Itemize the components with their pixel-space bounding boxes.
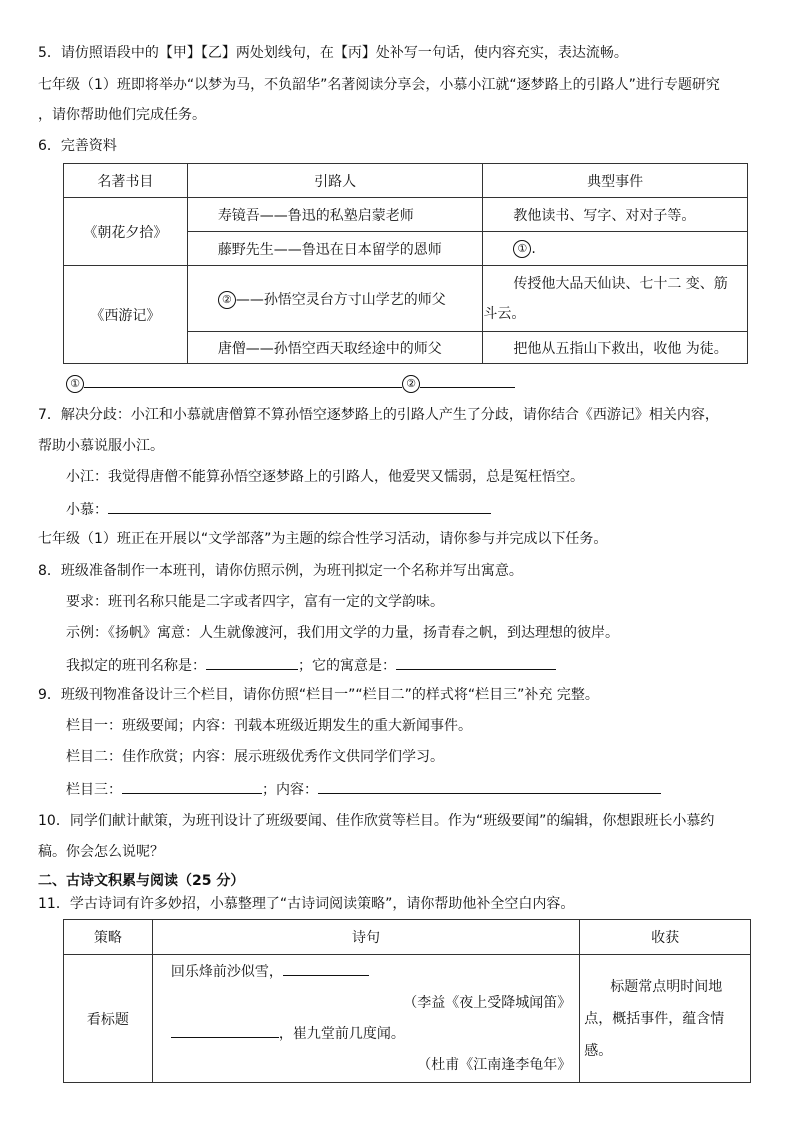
question-5: 5．请仿照语段中的【甲】【乙】两处划线句，在【丙】处补写一句话，使内容充实，表达流畅。: [38, 45, 628, 61]
event-line-a: 传授他大品天仙诀、七十二 变、筋: [513, 275, 728, 292]
answer-blank-1[interactable]: [84, 372, 402, 388]
blank-marker-2: ②: [218, 291, 236, 309]
question-9: 9．班级刊物准备设计三个栏目，请你仿照“栏目一”“栏目二”的样式将“栏目三”补充 完整。: [38, 687, 599, 703]
xiaojiang-line: 小江：我觉得唐僧不能算孙悟空逐梦路上的引路人，他爱哭又懦弱，总是冤枉悟空。: [66, 469, 584, 485]
answer-blank-2[interactable]: [420, 372, 515, 388]
question-10a: 10．同学们献计献策，为班刊设计了班级要闻、佳作欣赏等栏目。作为“班级要闻”的编辑，你想跟班长小慕约: [38, 813, 715, 829]
col-header-poem: 诗句: [152, 920, 579, 955]
poem-cell: [152, 955, 579, 1083]
table-header-row: [64, 920, 751, 955]
guide-cell: 唐僧——孙悟空西天取经途中的师父: [187, 332, 483, 364]
poem-source-1: （李益《夜上受降城闻笛》: [403, 994, 572, 1011]
column-3-label: 栏目三：: [66, 782, 122, 798]
col-header-book: 名著书目: [64, 164, 188, 198]
xiaomu-line: [66, 498, 491, 520]
guide-cell: 藤野先生——鲁迅在日本留学的恩师: [187, 232, 483, 266]
column-3-content-label: ；内容：: [262, 782, 318, 798]
answer-blanks-q6: [66, 372, 515, 394]
gain-line-b: 点，概括事件，蕴含情: [584, 1010, 725, 1027]
event-cell: 教他读书、写字、对对子等。: [483, 198, 748, 232]
column-3-line: [66, 778, 661, 800]
guide-cell: 寿镜吾——鲁迅的私塾启蒙老师: [187, 198, 483, 232]
xiaomu-answer-blank[interactable]: [108, 498, 491, 514]
question-11: 11．学古诗词有许多妙招，小慕整理了“古诗词阅读策略”，请你帮助他补全空白内容。: [38, 896, 575, 912]
table-row: [64, 198, 748, 232]
gain-cell: [580, 955, 751, 1083]
column-1: 栏目一：班级要闻；内容：刊载本班级近期发生的重大新闻事件。: [66, 718, 472, 734]
q8-answer-line: [66, 654, 556, 676]
col-header-event: 典型事件: [483, 164, 748, 198]
section-2-heading: 二、古诗文积累与阅读（25 分）: [38, 873, 245, 889]
table-row: [64, 266, 748, 332]
poem-line-1: 回乐烽前沙似雪，: [170, 963, 283, 980]
magazine-name-blank[interactable]: [206, 654, 298, 670]
q8-name-label: 我拟定的班刊名称是：: [66, 658, 206, 674]
question-10b: 稿。你会怎么说呢？: [38, 844, 164, 860]
gain-line-a: 标题常点明时间地: [610, 978, 723, 995]
table-header-row: [64, 164, 748, 198]
poem-source-2: （杜甫《江南逢李龟年》: [417, 1056, 572, 1073]
poem-blank-1[interactable]: [283, 960, 369, 976]
q8-requirement: 要求：班刊名称只能是二字或者四字，富有一定的文学韵味。: [66, 594, 444, 610]
column-3-name-blank[interactable]: [122, 778, 262, 794]
col-header-gain: 收获: [580, 920, 751, 955]
event-cell-blank[interactable]: [483, 232, 748, 266]
q8-example: 示例：《扬帆》寓意：人生就像渡河，我们用文学的力量，扬青春之帆，到达理想的彼岸。: [66, 625, 619, 641]
strategy-cell: 看标题: [64, 955, 153, 1083]
poem-line-2: ，崔九堂前几度闻。: [278, 1025, 405, 1042]
blank-marker-2: ②: [402, 375, 420, 393]
q8-meaning-label: ；它的寓意是：: [298, 658, 396, 674]
question-7b: 帮助小慕说服小江。: [38, 438, 164, 454]
gain-line-c: 感。: [584, 1042, 613, 1059]
book-cell: 《西游记》: [64, 266, 188, 364]
guide-text: ——孙悟空灵台方寸山学艺的师父: [235, 291, 446, 308]
column-2: 栏目二：佳作欣赏；内容：展示班级优秀作文供同学们学习。: [66, 749, 444, 765]
col-header-strategy: 策略: [64, 920, 153, 955]
poem-blank-2[interactable]: [171, 1022, 279, 1038]
xiaomu-label: 小慕：: [66, 502, 108, 518]
blank-marker-1: ①: [513, 240, 531, 258]
table-row: [64, 955, 751, 1083]
reference-table: [63, 163, 748, 364]
question-6: 6．完善资料: [38, 138, 117, 154]
question-7a: 7．解决分歧：小江和小慕就唐僧算不算孙悟空逐梦路上的引路人产生了分歧，请你结合《西游记》相关内容，: [38, 407, 719, 423]
poetry-strategy-table: [63, 919, 751, 1083]
event-cell: [483, 266, 748, 332]
blank-marker-1: ①: [66, 375, 84, 393]
intro-text-1a: 七年级（1）班即将举办“以梦为马，不负韶华”名著阅读分享会，小慕小江就“逐梦路上的引路人”进行专题研究: [38, 77, 720, 93]
intro-text-2: 七年级（1）班正在开展以“文学部落”为主题的综合性学习活动，请你参与并完成以下任务。: [38, 531, 608, 547]
book-cell: 《朝花夕拾》: [64, 198, 188, 266]
column-3-content-blank[interactable]: [318, 778, 661, 794]
intro-text-1b: ，请你帮助他们完成任务。: [38, 107, 206, 123]
event-line-b: 斗云。: [483, 305, 526, 322]
guide-cell-blank[interactable]: [187, 266, 483, 332]
magazine-meaning-blank[interactable]: [396, 654, 556, 670]
blank-tail: .: [531, 240, 536, 257]
col-header-guide: 引路人: [187, 164, 483, 198]
event-cell: 把他从五指山下救出，收他 为徒。: [483, 332, 748, 364]
question-8: 8．班级准备制作一本班刊，请你仿照示例，为班刊拟定一个名称并写出寓意。: [38, 563, 523, 579]
